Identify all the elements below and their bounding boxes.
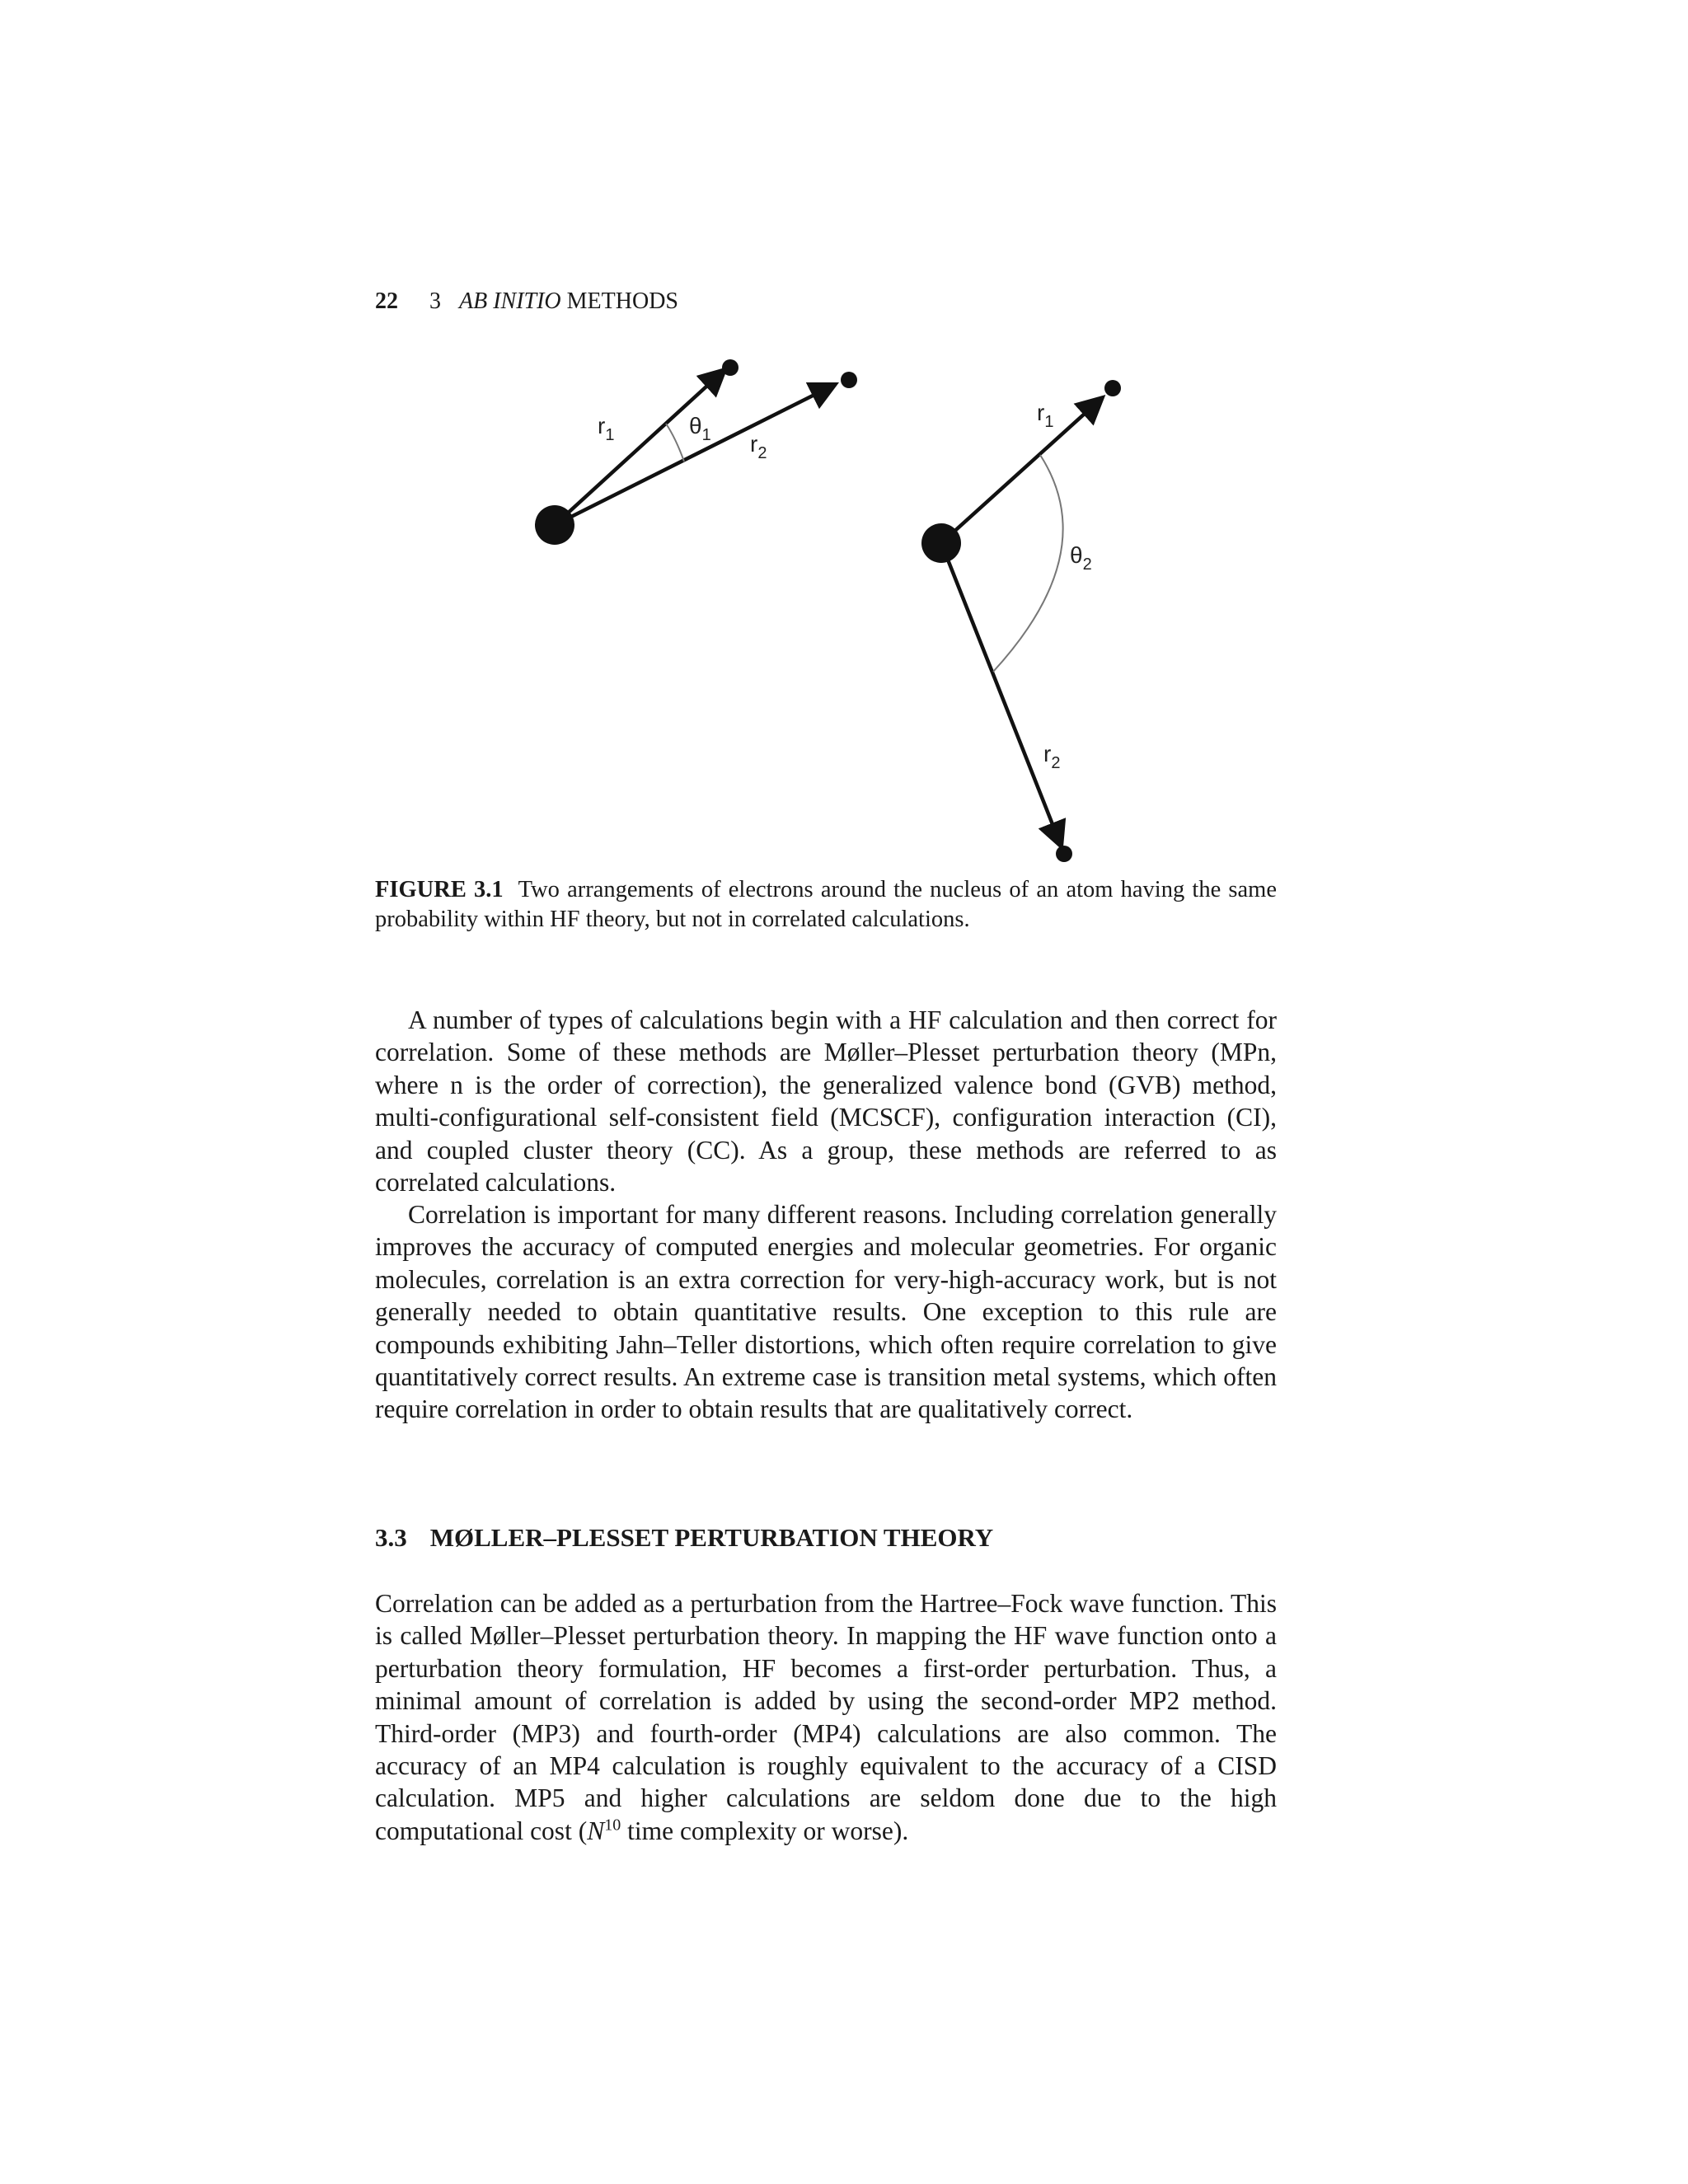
right-r1-label: $r_1$ — [1037, 400, 1054, 431]
right-theta2-label: $\theta_2$ — [1070, 542, 1092, 574]
figure-caption-label: FIGURE 3.1 — [375, 877, 504, 902]
right-r2-vector — [941, 543, 1062, 847]
left-r1-vector — [555, 369, 725, 525]
left-electron-2 — [841, 372, 857, 388]
electron-arrangement-figure — [0, 0, 1688, 874]
left-r1-label: $r_1$ — [598, 413, 615, 444]
running-title-rest: METHODS — [560, 288, 678, 314]
section-heading — [375, 1523, 993, 1553]
section-number: 3.3 — [375, 1523, 407, 1552]
left-r2-label: $r_2$ — [750, 431, 767, 462]
left-theta1-label: $\theta_1$ — [689, 413, 711, 444]
left-electron-1 — [722, 359, 738, 376]
section-paragraph-end: time complexity or worse). — [621, 1816, 909, 1845]
chapter-number: 3 — [429, 288, 441, 314]
body-paragraph: A number of types of calculations begin with a HF calculation and then correct for correlation. Some of these methods are Møller–Plesset perturbation theory (MPn, where n is the order of correction), the generalized valence bond (GVB) method, multi-configurational self-consistent field (MCSCF), configuration interaction (CI), and coupled cluster theory (CC). As a group, these methods are referred to as correlated calculations. — [375, 1005, 1277, 1197]
section-paragraph — [375, 1587, 1277, 1847]
section-paragraph-text: Correlation can be added as a perturbation from the Hartree–Fock wave function. This is called Møller–Plesset perturbation theory. In mapping the HF wave function onto a perturbation theory formulation, HF becomes a first-order perturbation. Thus, a minimal amount of correlation is added by using the second-order MP2 method. Third-order (MP3) and fourth-order (MP4) calculations are also common. The accuracy of an MP4 calculation is roughly equivalent to the accuracy of a CISD calculation. MP5 and higher calculations are seldom done due to the high computational cost ( — [375, 1589, 1277, 1845]
page-number: 22 — [375, 288, 398, 314]
figure-caption — [375, 875, 1277, 935]
right-electron-2 — [1056, 846, 1072, 862]
right-nucleus — [921, 523, 961, 563]
left-theta1-arc — [666, 424, 684, 462]
right-arrangement — [921, 380, 1121, 862]
right-r2-label: $r_2$ — [1043, 741, 1061, 772]
left-r2-vector — [555, 384, 836, 525]
right-electron-1 — [1104, 380, 1121, 396]
running-title-italic: AB INITIO — [459, 288, 561, 314]
section-title: MØLLER–PLESSET PERTURBATION THEORY — [429, 1523, 994, 1552]
left-arrangement — [535, 359, 857, 545]
body-paragraph: Correlation is important for many different reasons. Including correlation generally improves the accuracy of computed energies and molecular geometries. For organic molecules, correlation is an extra correction for very-high-accuracy work, but is not generally needed to obtain quantitative results. One exception to this rule are compounds exhibiting Jahn–Teller distortions, which often require correlation to give quantitatively correct results. An extreme case is transition metal systems, which often require correlation in order to obtain results that are qualitatively correct. — [375, 1200, 1277, 1424]
figure-caption-text: Two arrangements of electrons around the nucleus of an atom having the same probability within HF theory, but not in correlated calculations. — [375, 877, 1277, 932]
right-r1-vector — [941, 397, 1103, 543]
left-nucleus — [535, 505, 574, 545]
math-exponent: 10 — [604, 1816, 621, 1835]
math-variable-n: N — [587, 1816, 605, 1845]
